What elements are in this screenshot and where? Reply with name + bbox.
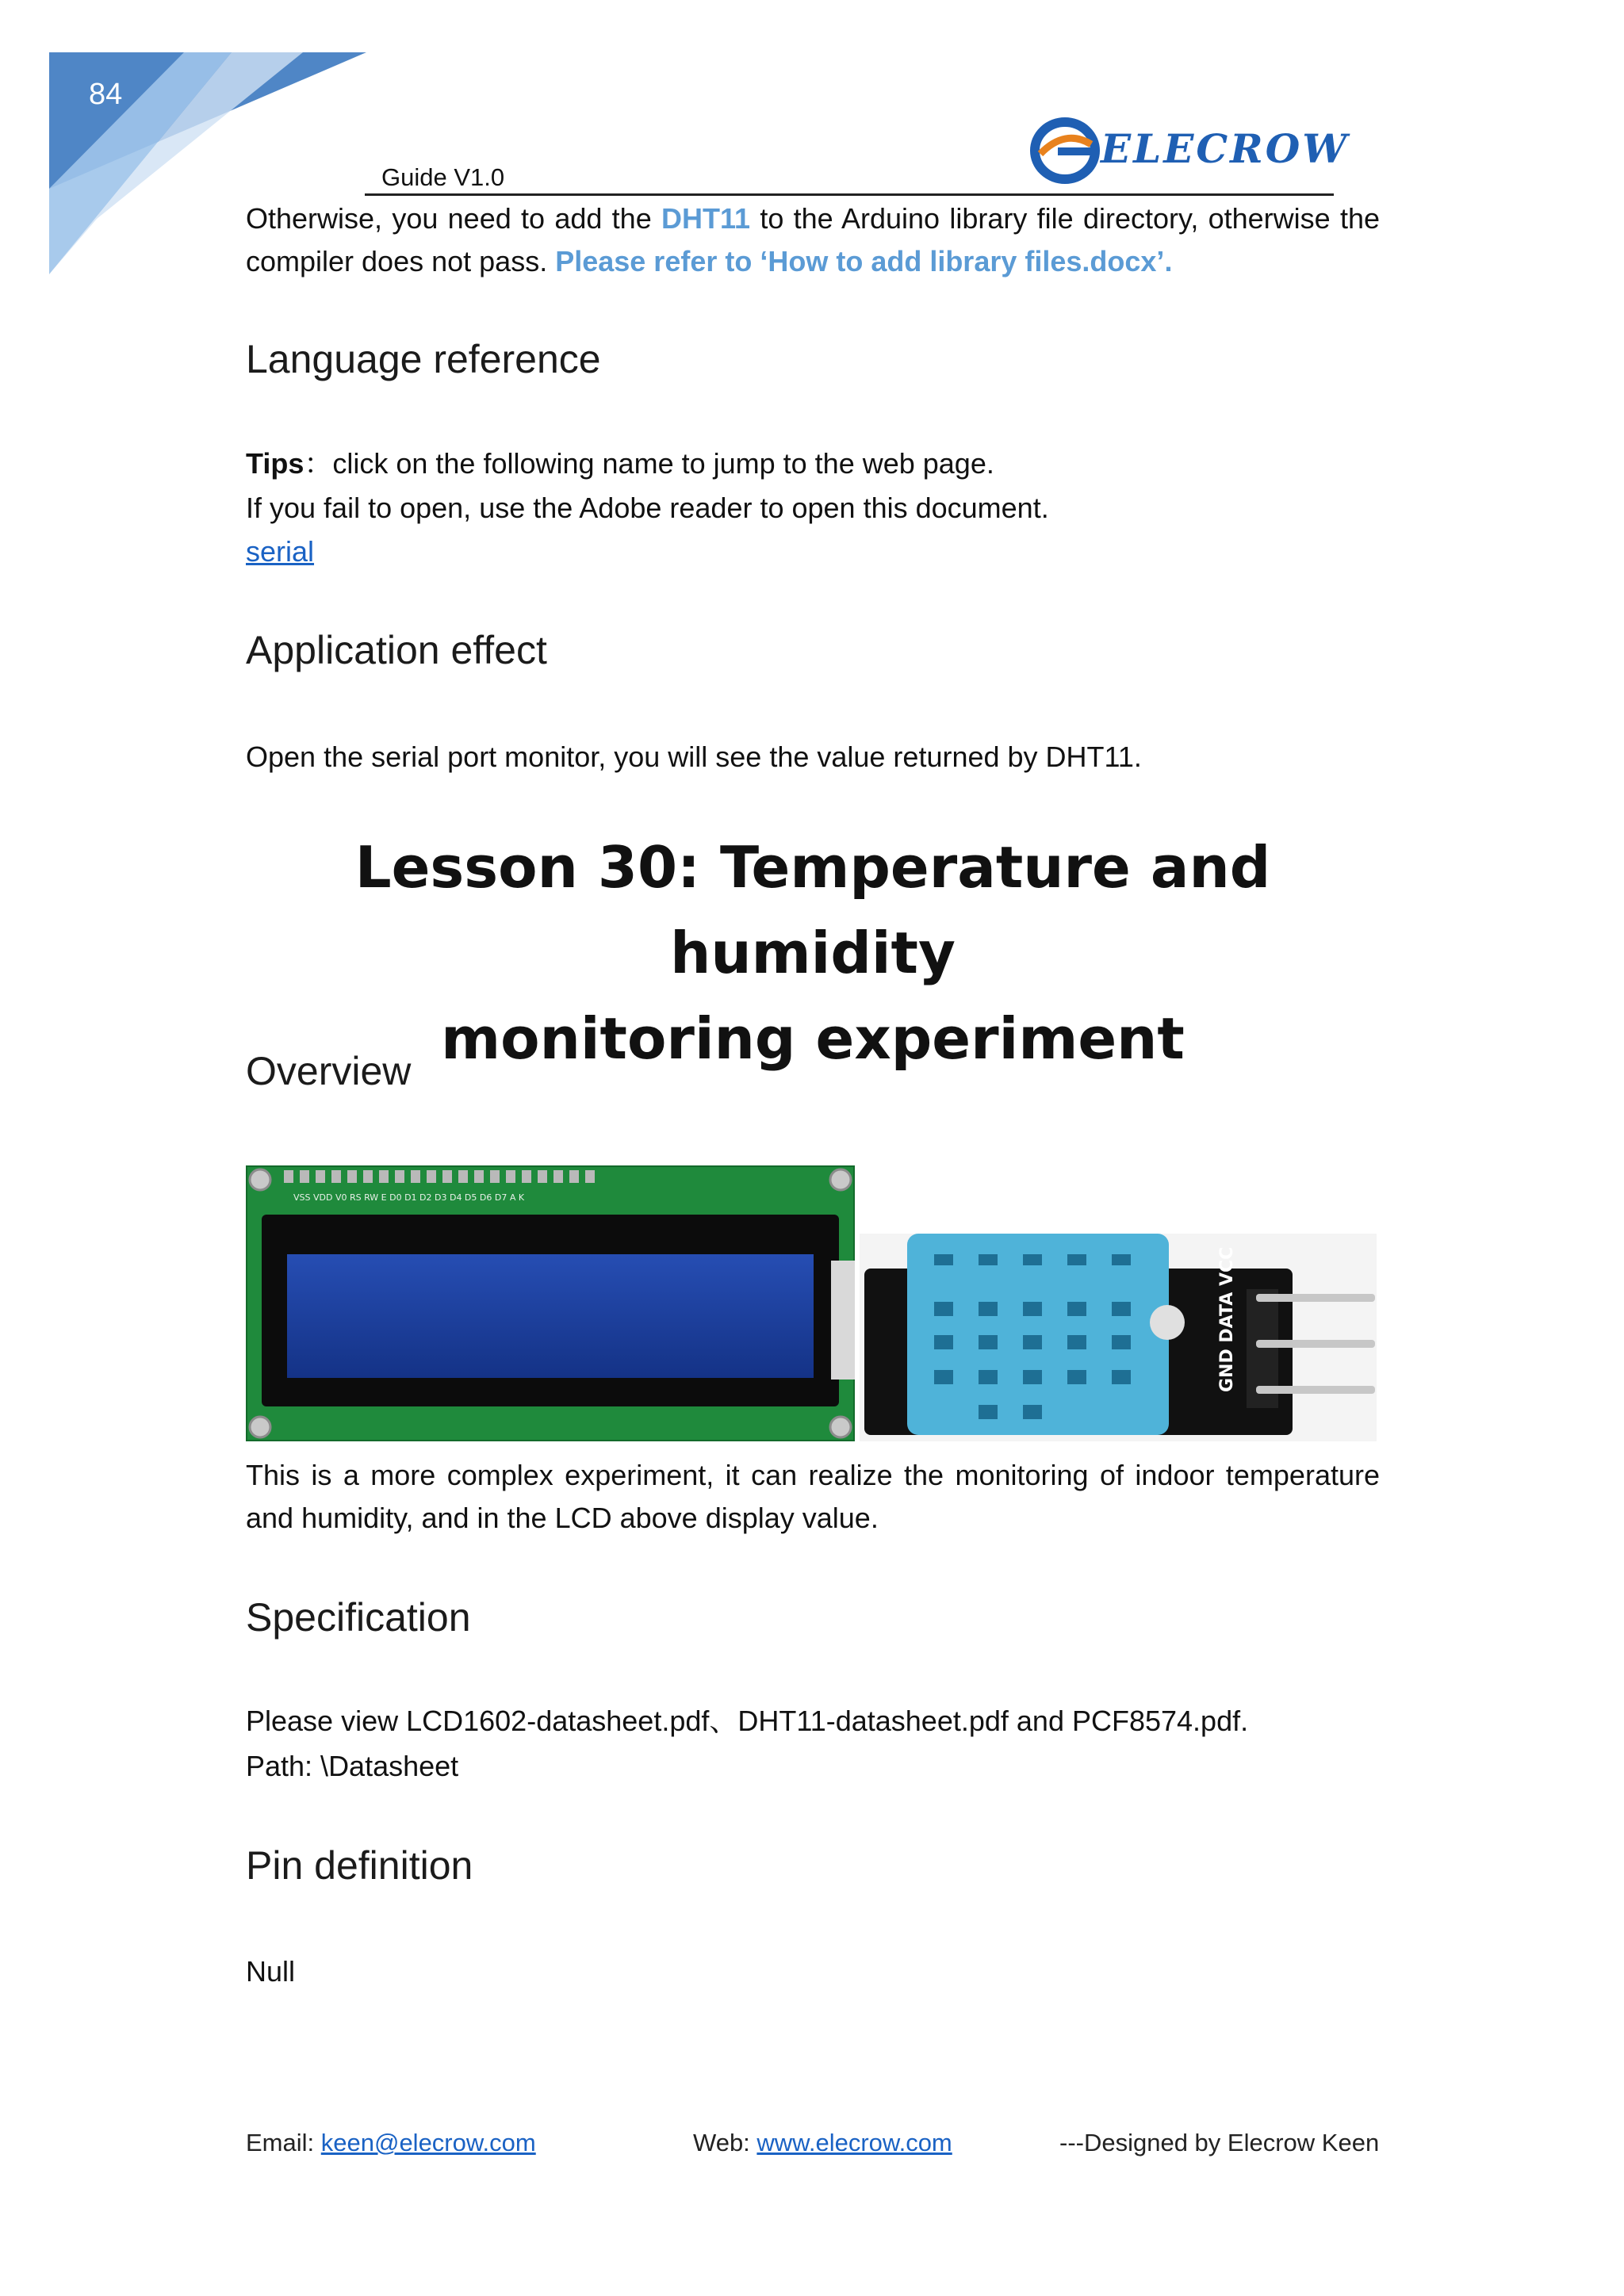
- pin-definition-text: Null: [246, 1955, 296, 1988]
- tips-line: [246, 442, 994, 485]
- intro-text-1: Otherwise, you need to add the: [246, 202, 662, 235]
- lesson-title-line-1: Lesson 30: Temperature and humidity: [354, 834, 1271, 986]
- adobe-note: If you fail to open, use the Adobe reader to open this document.: [246, 492, 1049, 524]
- elecrow-logo: [1029, 113, 1350, 189]
- footer-email: [246, 2129, 536, 2157]
- footer-designed-by: [1059, 2129, 1379, 2157]
- dht11-highlight: DHT11: [661, 202, 751, 235]
- language-reference-heading: Language reference: [246, 337, 601, 381]
- web-label: Web:: [693, 2129, 757, 2156]
- web-link[interactable]: www.elecrow.com: [756, 2129, 952, 2156]
- designed-by-label: ---Designed by: [1059, 2129, 1228, 2156]
- tips-label: Tips: [246, 447, 304, 480]
- lesson-title-line-2: monitoring experiment: [441, 1005, 1185, 1072]
- application-effect-heading: Application effect: [246, 628, 547, 672]
- header-divider: [365, 193, 1334, 196]
- library-reference-note: Please refer to ‘How to add library files.docx’.: [555, 245, 1173, 277]
- guide-version-label: Guide V1.0: [381, 163, 505, 191]
- logo-wordmark: ELECROW: [1101, 125, 1350, 172]
- designer-name: Elecrow Keen: [1227, 2129, 1380, 2156]
- lesson-title: [246, 825, 1380, 1081]
- specification-heading: Specification: [246, 1595, 471, 1640]
- lcd1602-module-image: [246, 1165, 855, 1441]
- email-link[interactable]: keen@elecrow.com: [320, 2129, 536, 2156]
- footer-web: [693, 2129, 952, 2157]
- intro-paragraph: [246, 197, 1380, 283]
- dht-pin-labels: GND DATA VCC: [1217, 1246, 1237, 1392]
- application-effect-text: Open the serial port monitor, you will see the value returned by DHT11.: [246, 740, 1142, 773]
- intro-text-2: to the Arduino library file directory, otherwise the compiler does not pass.: [246, 202, 1380, 277]
- serial-reference-link-row: [246, 530, 314, 573]
- lcd-pin-labels: VSS VDD V0 RS RW E D0 D1 D2 D3 D4 D5 D6 D7 A K: [293, 1192, 525, 1203]
- datasheet-path: Path: \Datasheet: [246, 1750, 459, 1782]
- email-label: Email:: [246, 2129, 321, 2156]
- pin-definition-heading: Pin definition: [246, 1843, 473, 1888]
- overview-heading: Overview: [246, 1049, 412, 1093]
- elecrow-logo-icon: [1029, 113, 1101, 189]
- datasheet-list: Please view LCD1602-datasheet.pdf、DHT11-datasheet.pdf and PCF8574.pdf.: [246, 1705, 1249, 1737]
- overview-description: This is a more complex experiment, it can realize the monitoring of indoor temperature and humidity, and in the LCD above display value.: [246, 1459, 1380, 1534]
- page-number: 84: [89, 78, 123, 111]
- dht11-sensor-module-image: [860, 1234, 1377, 1441]
- serial-link[interactable]: serial: [246, 535, 315, 568]
- tips-text: ：click on the following name to jump to the web page.: [304, 447, 994, 480]
